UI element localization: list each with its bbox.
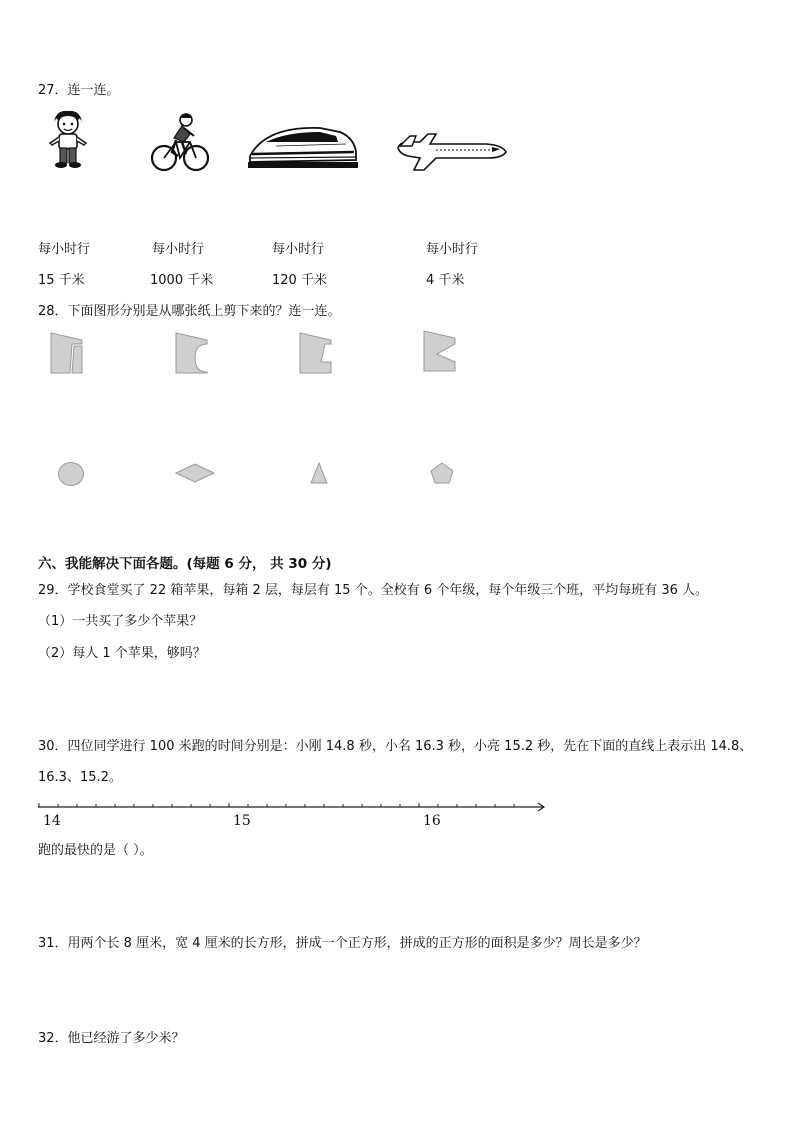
- speed-label-4: 每小时行: [426, 242, 479, 257]
- circle-shape: [57, 461, 85, 487]
- q27-title: 27．连一连。: [38, 83, 120, 98]
- speed-value-2: 1000 千米: [150, 273, 214, 288]
- q32-text: 32．他已经游了多少米？: [38, 1031, 185, 1046]
- q29-sub2: （2）每人 1 个苹果，够吗？: [38, 646, 206, 661]
- diamond-shape: [175, 463, 215, 483]
- airplane-icon: [396, 132, 508, 172]
- speed-value-4: 4 千米: [426, 273, 465, 288]
- number-line: [38, 798, 550, 816]
- triangle-shape: [309, 462, 329, 484]
- speed-label-2: 每小时行: [152, 242, 205, 257]
- numberline-label-16: 16: [423, 813, 441, 829]
- section-heading: 六、我能解决下面各题。(每题 6 分， 共 30 分): [38, 556, 332, 572]
- q31-text: 31．用两个长 8 厘米，宽 4 厘米的长方形，拼成一个正方形，拼成的正方形的面积是多少？周长是多少？: [38, 936, 647, 951]
- q30-line2: 16.3、15.2。: [38, 770, 122, 785]
- speed-value-3: 120 千米: [272, 273, 327, 288]
- q30-answer: 跑的最快的是（ ）。: [38, 843, 153, 858]
- q30-line1: 30．四位同学进行 100 米跑的时间分别是：小刚 14.8 秒，小名 16.3 秒，小亮 15.2 秒，先在下面的直线上表示出 14.8、: [38, 739, 753, 754]
- paper-cut-triangle: [423, 330, 457, 372]
- speed-value-1: 15 千米: [38, 273, 85, 288]
- speed-label-1: 每小时行: [38, 242, 91, 257]
- pentagon-shape: [430, 462, 454, 484]
- paper-cut-semicircle: [175, 332, 209, 374]
- q29-sub1: （1）一共买了多少个苹果？: [38, 614, 203, 629]
- paper-cut-trapezoid: [299, 332, 333, 374]
- speed-label-3: 每小时行: [272, 242, 325, 257]
- cyclist-icon: [150, 112, 210, 174]
- paper-cut-parallelogram: [50, 332, 84, 374]
- child-walking-icon: [46, 110, 90, 170]
- numberline-label-15: 15: [233, 813, 251, 829]
- bullet-train-icon: [246, 122, 358, 172]
- q28-title: 28．下面图形分别是从哪张纸上剪下来的？连一连。: [38, 304, 341, 319]
- q29-text: 29．学校食堂买了 22 箱苹果，每箱 2 层，每层有 15 个。全校有 6 个年级，每个年级三个班，平均每班有 36 人。: [38, 583, 709, 598]
- numberline-label-14: 14: [43, 813, 61, 829]
